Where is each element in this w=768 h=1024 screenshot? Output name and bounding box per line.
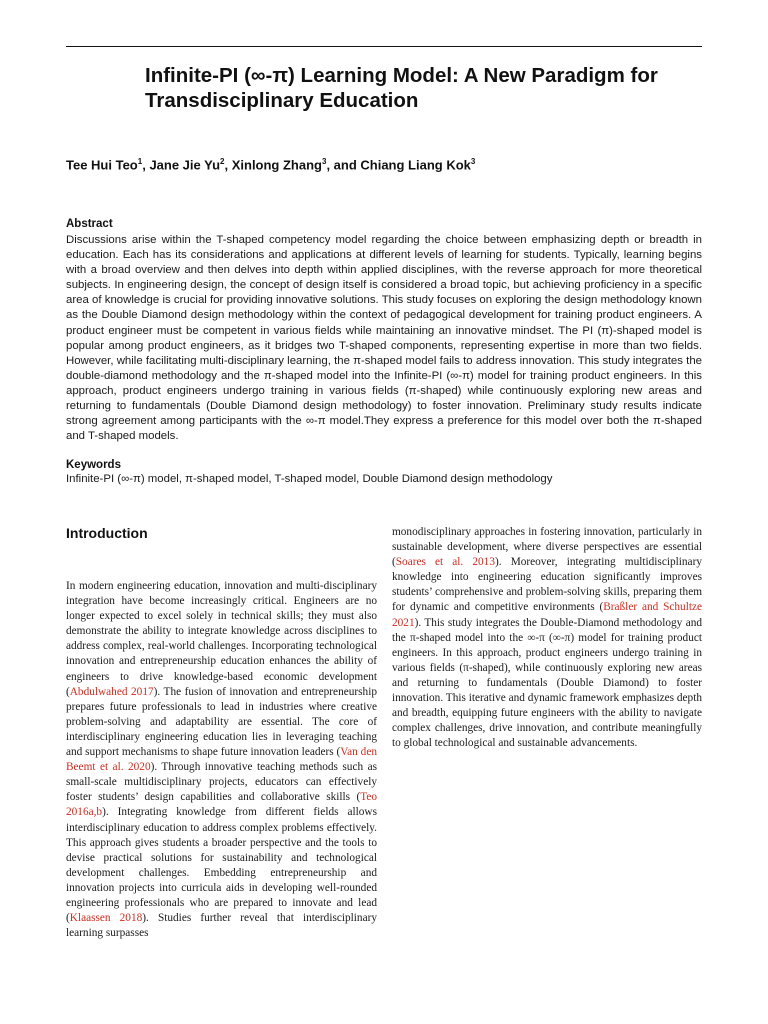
introduction-heading: Introduction	[66, 525, 148, 541]
citation-link[interactable]: Klaassen 2018	[69, 912, 143, 925]
paper-title: Infinite-PI (∞-π) Learning Model: A New Paradigm for Transdisciplinary Education	[145, 64, 658, 112]
citation-link[interactable]: Braßler and Schultze 2021	[392, 601, 703, 629]
intro-column-right	[392, 525, 702, 751]
keywords-heading: Keywords	[66, 459, 121, 471]
author-affiliation: 3	[321, 157, 327, 166]
author-separator: ,	[224, 157, 232, 173]
citation-link[interactable]: Soares et al. 2013	[395, 556, 495, 569]
author-separator: , and	[326, 157, 361, 173]
abstract-text: Discussions arise within the T-shaped competency model regarding the choice between emphasizing depth or breadth in education. Each has its considerations and applications at different levels of learning for students. Typically, learning begins with a broad overview and then delves into depth within applied disciplines, with the reverse approach for more theoretical subjects. In engineering design, the concept of design itself is considered a broad topic, but achieving proficiency in a specific area of knowledge is crucial for providing innovative solutions. This study focuses on exploring the design methodology known as the Double Diamond design methodology within the context of pedagogical development for training product engineers. A product engineer must be competent in various fields while maintaining an innovative mindset. The PI (π)-shaped model is popular among product engineers, as it bridges two T-shaped components, representing expertise in more than two fields. However, while facilitating multi-disciplinary learning, the π-shaped model fails to address innovation. This study integrates the double-diamond methodology and the π-shaped model into the Infinite-PI (∞-π) model for training product engineers. In this approach, product engineers undergo training in various fields (π-shaped) while continuously exploring new areas and returning to fundamentals (Double Diamond design methodology) to foster innovation. Preliminary study results indicate strong agreement among participants with the ∞-π model.They express a preference for this model over both the π-shaped and T-shaped models.	[66, 234, 702, 443]
author-list	[66, 153, 702, 174]
author-name: Xinlong Zhang	[231, 157, 322, 173]
author-name: Tee Hui Teo	[66, 157, 138, 173]
author-name: Jane Jie Yu	[149, 157, 221, 173]
citation-link[interactable]: Van den Beemt et al. 2020	[66, 746, 377, 774]
author-affiliation: 3	[470, 157, 476, 166]
citation-link[interactable]: Teo 2016a,b	[66, 791, 377, 819]
author-name: Chiang Liang Kok	[360, 157, 471, 173]
author-affiliation: 2	[220, 157, 225, 166]
body-text: In modern engineering education, innovation and multi-disciplinary integration have become increasingly critical. Engineers are no longer expected to excel solely in technical skills; they must also demonstrate the ability to integrate knowledge across disciplines to address complex, real-world challenges. Incorporating technological innovation and entrepreneurship education enhances the ability of engineers to drive knowledge-based economic development (	[66, 580, 377, 698]
body-text: monodisciplinary approaches in fostering innovation, particularly in sustainable development, where diverse perspectives are essential (	[392, 526, 702, 569]
body-text: ). Studies further reveal that interdisciplinary learning surpasses	[66, 912, 378, 940]
header-rule	[66, 46, 702, 47]
author-affiliation: 1	[137, 157, 143, 166]
intro-column-left	[66, 579, 377, 941]
citation-link[interactable]: Abdulwahed 2017	[69, 685, 154, 698]
body-text: ). This study integrates the Double-Diamond methodology and the π-shaped model into the ∞-π (∞-π) model for training product engineers. In this approach, product engineers undergo training in various fields (π-shaped), while continuously exploring new areas and returning to fundamentals (Double Diamond) to foster innovation. This iterative and dynamic framework emphasizes depth and breadth, equipping future engineers with the ability to navigate complex challenges, drive innovation, and contribute meaningfully to global technological and sustainable advancements.	[392, 616, 702, 750]
keywords-text: Infinite-PI (∞-π) model, π-shaped model, T-shaped model, Double Diamond design methodology	[66, 473, 553, 485]
body-text: ). Moreover, integrating multidisciplinary knowledge into engineering education significantly improves students’ comprehensive and problem-solving skills, preparing them for dynamic and competitive environments (	[392, 556, 702, 614]
author-separator: ,	[142, 157, 150, 173]
body-text: ). Through innovative teaching methods such as small-scale multidisciplinary projects, educators can effectively foster students’ design capabilities and collaborative skills (	[66, 761, 377, 804]
abstract-heading: Abstract	[66, 218, 113, 230]
body-text: ). The fusion of innovation and entrepreneurship prepares future professionals to lead in industries where creative problem-solving and adaptability are essential. The core of interdisciplinary engineering education lies in leveraging teaching and support mechanisms to shape future innovation leaders (	[66, 685, 377, 759]
body-text: ). Integrating knowledge from different fields allows interdisciplinary education to address complex problems effectively. This approach gives students a broader perspective and the tools to devise practical solutions for sustainability and technological development challenges. Embedding entrepreneurship and innovation projects into curricula aids in developing well-rounded engineering professionals who are prepared to innovate and lead (	[66, 806, 377, 925]
